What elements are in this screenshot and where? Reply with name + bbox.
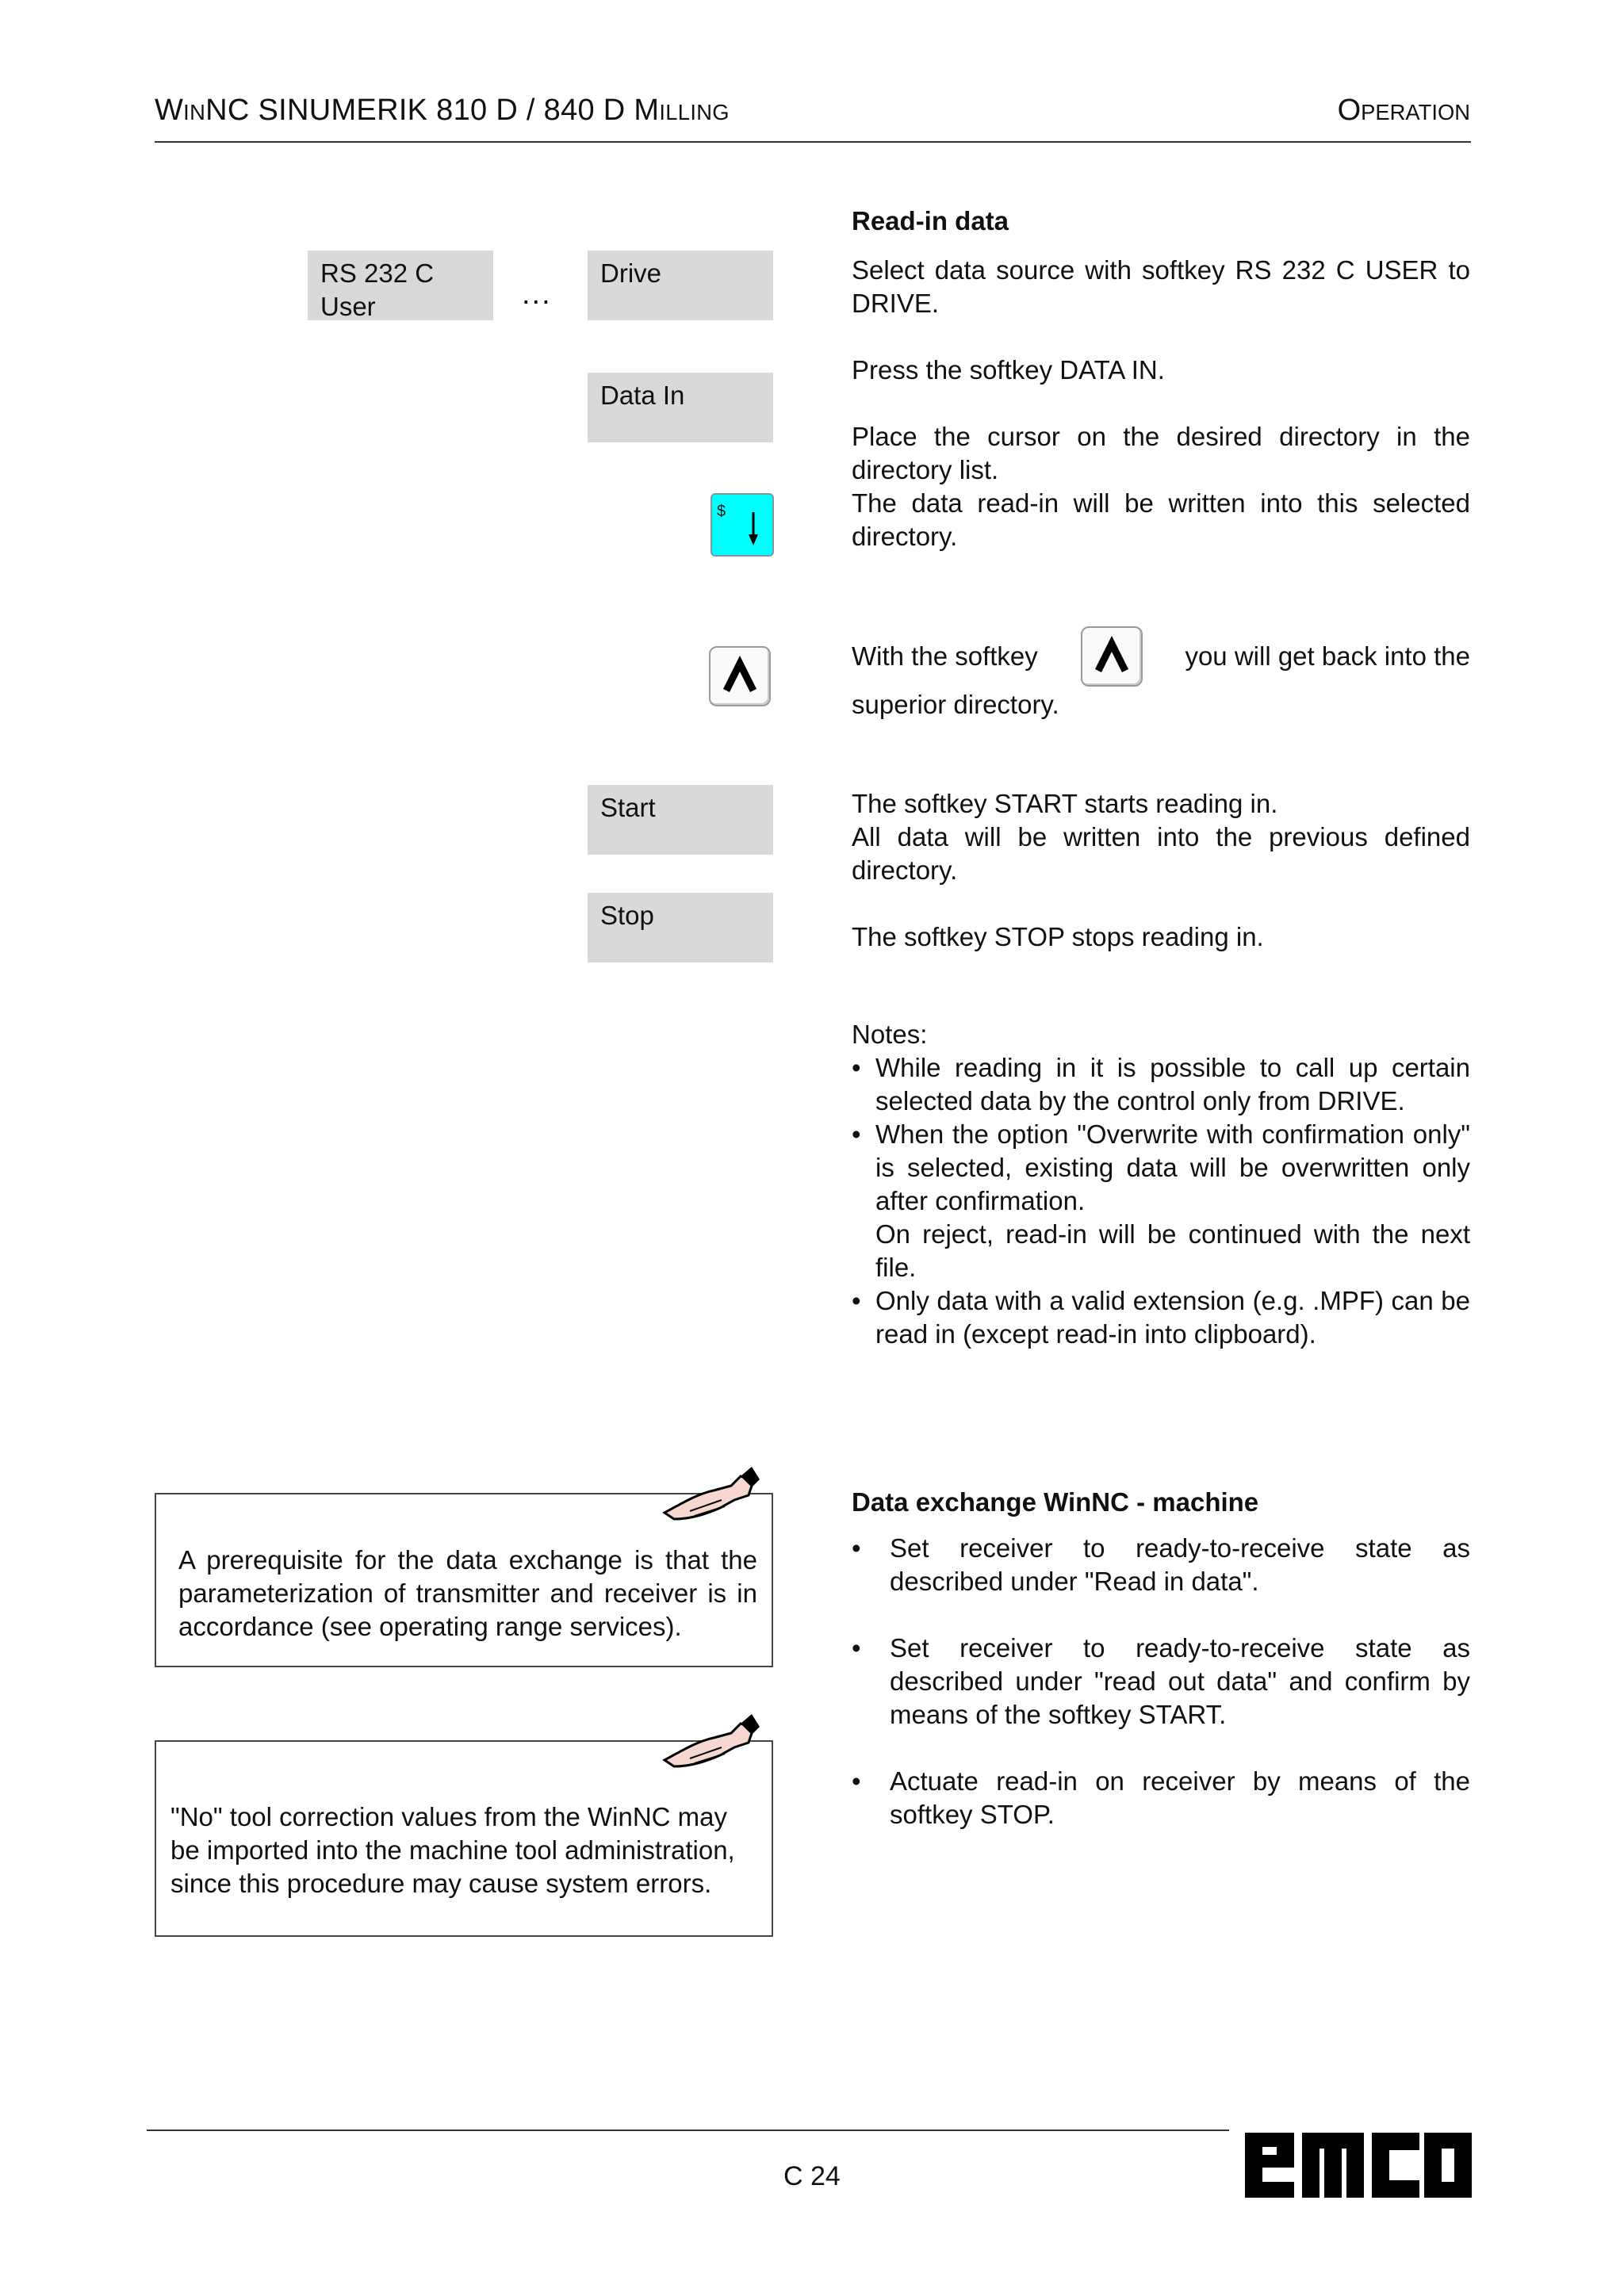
arrow-down-icon [747,512,760,547]
header-divider [155,141,1471,143]
softkey-rs232-user[interactable]: RS 232 C User [308,251,493,320]
readin-stop-text: The softkey STOP stops reading in. [852,922,1264,951]
softkey-data-in[interactable]: Data In [588,373,773,442]
section-title: OPERATION [1337,94,1470,127]
note-item: • While reading in it is possible to call up certain selected data by the control only from DRIVE. [852,1051,1470,1118]
readin-superior: superior directory. [852,690,1059,719]
caret-up-icon [710,648,769,705]
readin-section [852,205,1470,553]
document-title: WINNC SINUMERIK 810 D / 840 D MILLING [155,94,730,127]
readin-start-text: The softkey START starts reading in. All data will be written into the previous defined directory. The softkey STOP stops reading in. [852,787,1470,954]
readin-step-datain: Press the softkey DATA IN. [852,355,1165,385]
readin-heading: Read-in data [852,206,1009,235]
readin-softkey-line: With the softkey you will get back into the [852,625,1470,688]
notes-label: Notes: [852,1020,928,1049]
caret-up-key[interactable] [709,646,771,706]
softkey-stop[interactable]: Stop [588,893,773,962]
exchange-item: • Actuate read-in on receiver by means of the softkey STOP. [852,1765,1470,1831]
caret-up-icon [1082,628,1141,685]
notes-section [852,1018,1470,1351]
warning-notebox: "No" tool correction values from the WinNC may be imported into the machine tool administration, since this procedure may cause system errors. [155,1740,773,1937]
emco-logo [1245,2123,1472,2202]
prerequisite-notebox: A prerequisite for the data exchange is that the parameterization of transmitter and receiver is in accordance (see operating range services). [155,1493,773,1667]
exchange-item: • Set receiver to ready-to-receive state as described under "Read in data". [852,1532,1470,1598]
softkey-drive[interactable]: Drive [588,251,773,320]
exchange-heading: Data exchange WinNC - machine [852,1487,1259,1517]
ellipsis: ... [522,277,552,311]
note-item: • Only data with a valid extension (e.g. .MPF) can be read in (except read-in into clipboard). [852,1284,1470,1351]
cursor-down-key[interactable] [710,493,774,557]
softkey-start[interactable]: Start [588,785,773,855]
exchange-item: • Set receiver to ready-to-receive state as described under "read out data" and confirm by means of the softkey START. [852,1632,1470,1732]
footer-divider [147,2130,1229,2131]
note-item: • When the option "Overwrite with confirmation only" is selected, existing data will be overwritten only after confirmation. On reject, read-in will be continued with the next file. [852,1118,1470,1284]
dollar-symbol: $ [717,503,726,520]
pointing-hand-icon [658,1711,761,1774]
pointing-hand-icon [658,1464,761,1527]
caret-up-key-inline [1081,626,1143,687]
readin-step-cursor: Place the cursor on the desired directory in the directory list. [852,422,1470,484]
readin-step-written: The data read-in will be written into this selected directory. [852,488,1470,551]
exchange-section [852,1486,1470,1865]
readin-step-select: Select data source with softkey RS 232 C USER to DRIVE. [852,255,1470,318]
page-number: C 24 [783,2161,841,2191]
